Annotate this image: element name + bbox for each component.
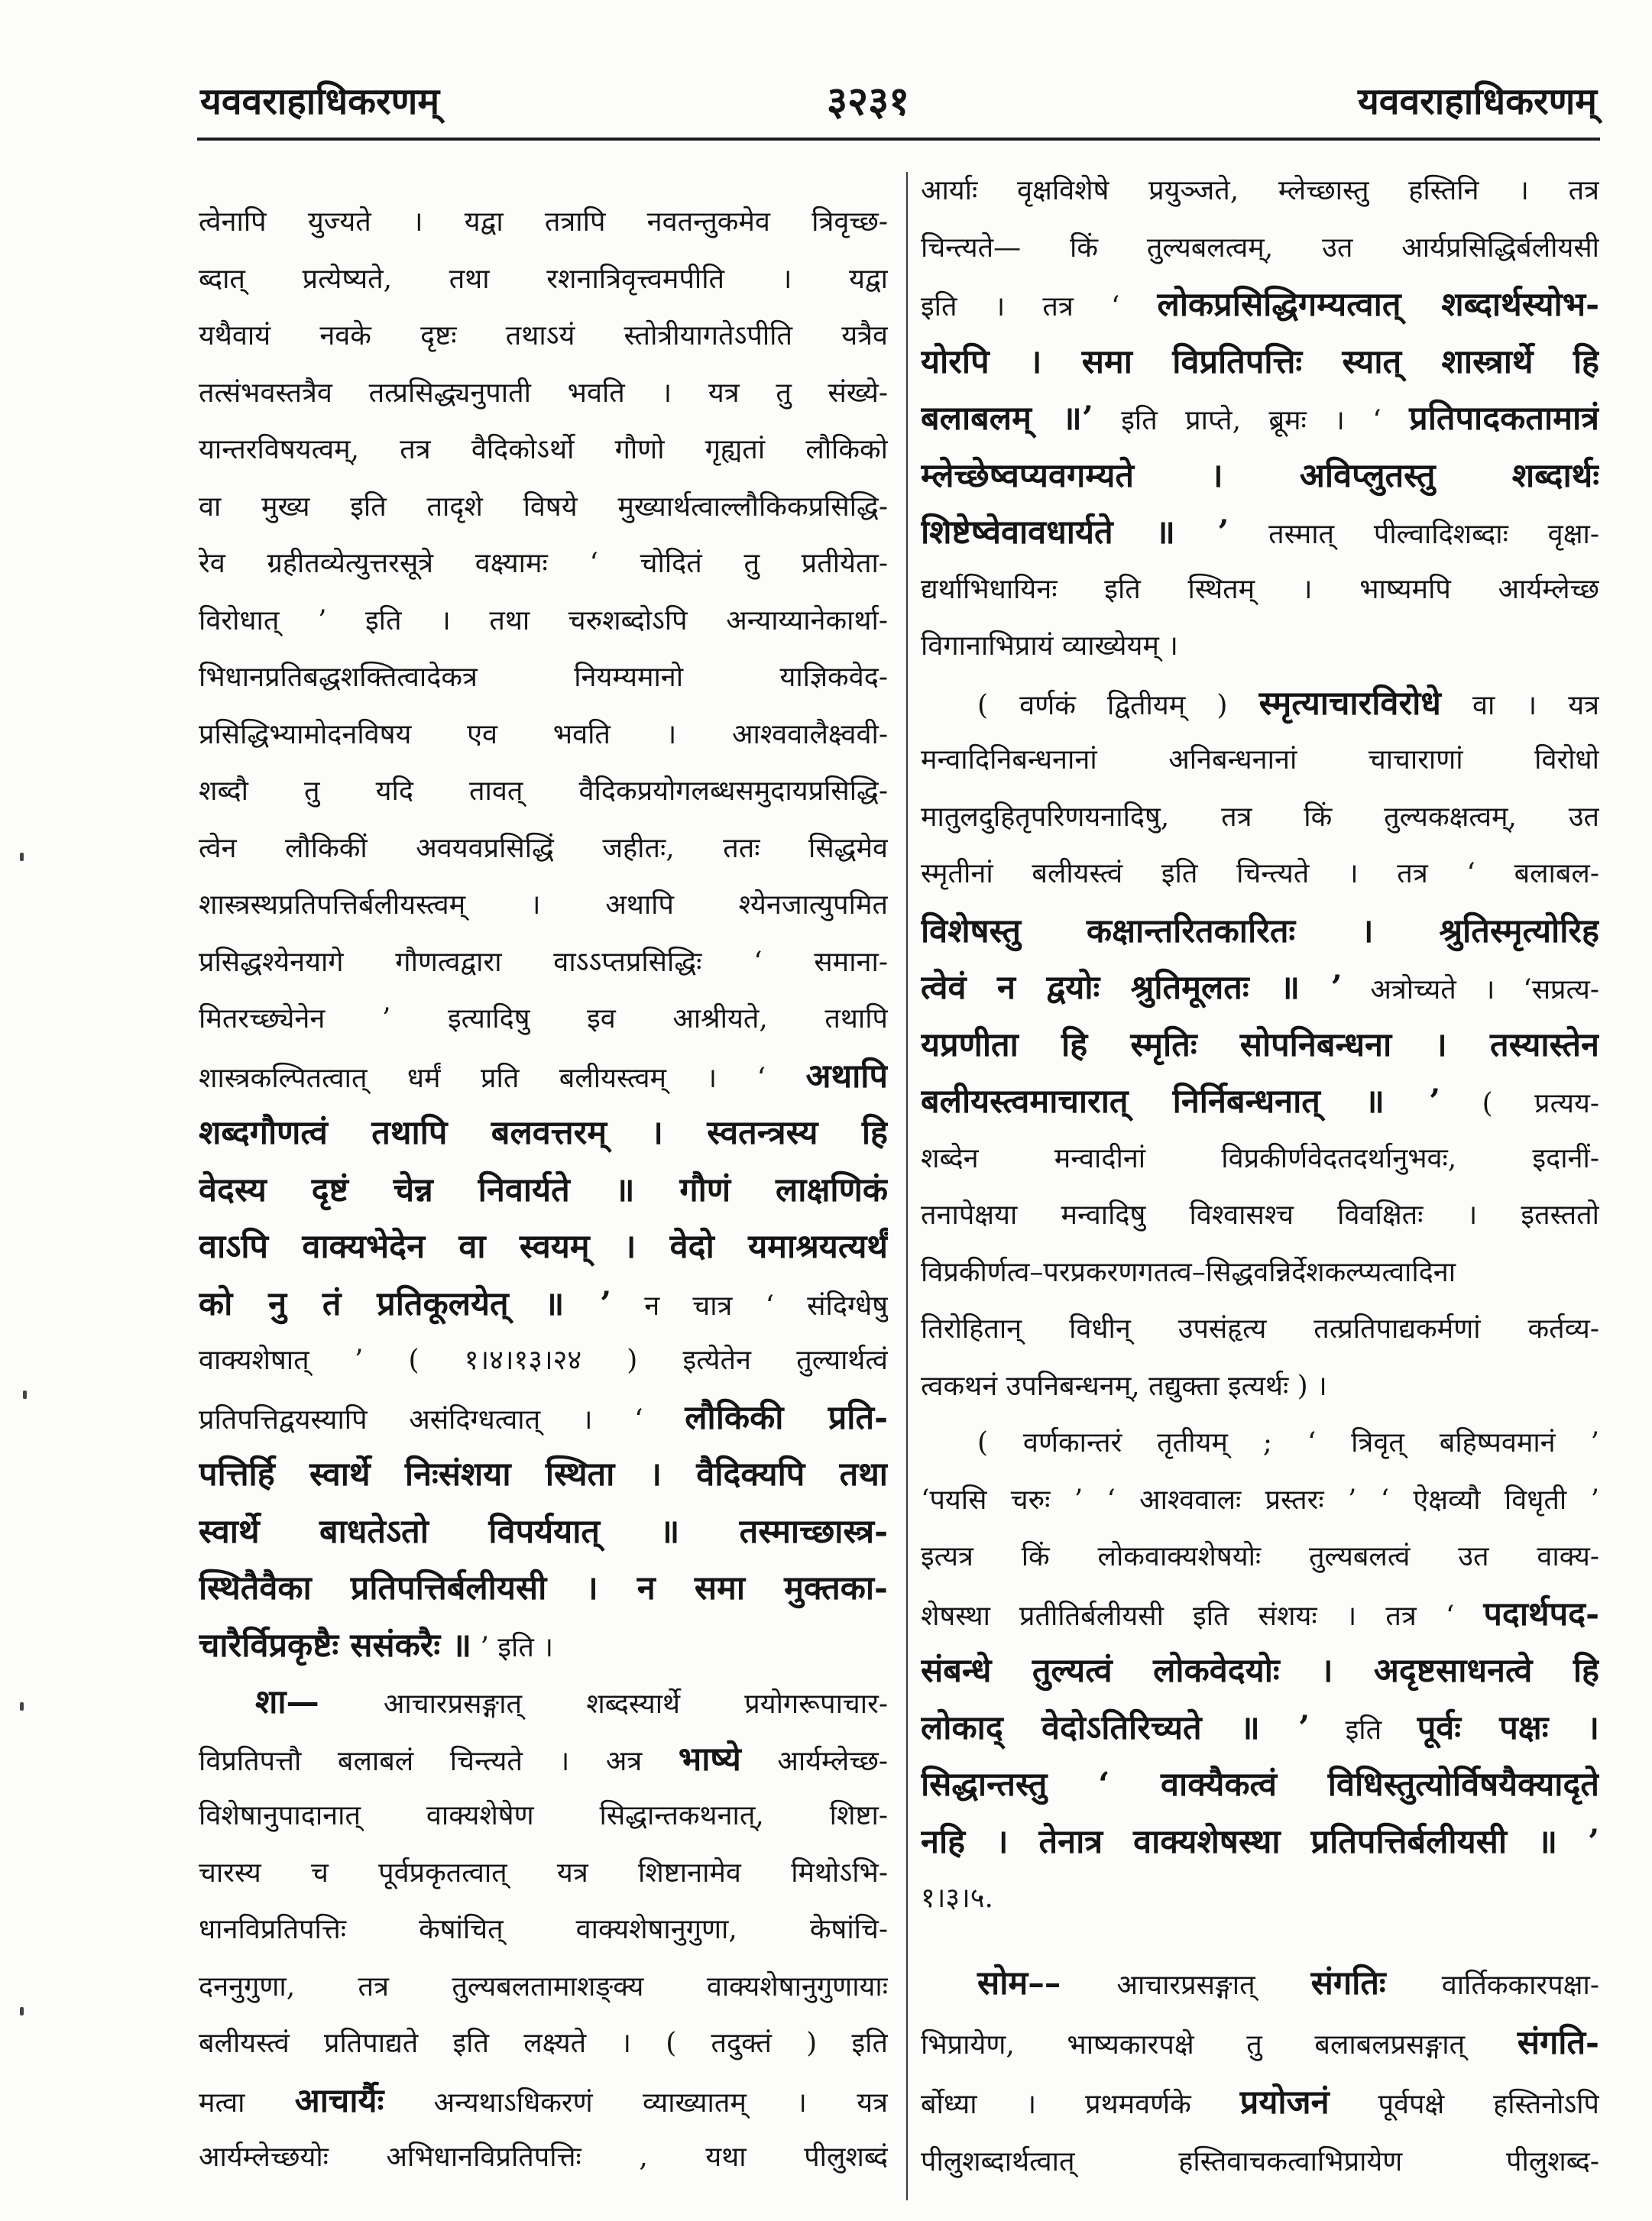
emphasized-text: नहि । तेनात्र वाक्यशेषस्था प्रतिपत्तिर्बलीयसी ॥ ’ bbox=[921, 1821, 1599, 1861]
text-line bbox=[921, 1472, 1599, 1530]
text-line bbox=[199, 1560, 888, 1617]
text-run: तत्संभवस्तत्रैव तत्प्रसिद्ध्यनुपाती भवति । यत्र तु संख्ये- bbox=[199, 377, 888, 409]
text-run: धानविप्रतिपत्तिः केषांचित् वाक्यशेषानुगुणा, केषांचि- bbox=[199, 1914, 888, 1945]
text-line bbox=[921, 1643, 1599, 1700]
paragraph bbox=[921, 675, 1599, 1416]
paragraph bbox=[199, 1674, 888, 2187]
text-run: विरोधात् ’ इति । तथा चरुशब्दोऽपि अन्याय्यानेकार्था- bbox=[199, 604, 888, 636]
text-run: इति प्राप्ते, ब्रूमः । ‘ bbox=[1093, 405, 1410, 436]
text-run: यान्तरविषयत्वम्, तत्र वैदिकोऽर्थो गौणो गृह्यतां लौकिको bbox=[199, 434, 888, 465]
emphasized-text: को नु तं प्रतिकूलयेत् ॥ ’ bbox=[199, 1284, 612, 1323]
text-line bbox=[921, 1187, 1599, 1245]
text-line bbox=[199, 536, 888, 593]
text-line bbox=[199, 1162, 888, 1219]
text-line bbox=[199, 1959, 888, 2016]
text-run: ( प्रत्यय- bbox=[1440, 1088, 1599, 1119]
text-line bbox=[921, 448, 1599, 505]
text-run: विशेषानुपादानात् वाक्यशेषेण सिद्धान्तकथनात्, शिष्टा- bbox=[199, 1800, 888, 1831]
text-run: तनापेक्षया मन्वादिषु विश्वासश्च विवक्षितः । इतस्ततो bbox=[921, 1200, 1599, 1231]
text-run: चारस्य च पूर्वप्रकृतत्वात् यत्र शिष्टानामेव मिथोऽभि- bbox=[199, 1857, 888, 1889]
text-run: भिधानप्रतिबद्धशक्तित्वादेकत्र नियम्यमानो याज्ञिकवेद- bbox=[199, 662, 888, 693]
text-run: शास्त्रकल्पितत्वात् धर्मं प्रति बलीयस्त्वम् । ‘ bbox=[199, 1062, 806, 1094]
text-line bbox=[199, 991, 888, 1048]
text-line bbox=[921, 732, 1599, 789]
text-line bbox=[199, 593, 888, 650]
text-run: त्वकथनं उपनिबन्धनम्, तद्युक्ता इत्यर्थः ) । bbox=[921, 1370, 1327, 1402]
scan-speck bbox=[20, 1702, 24, 1711]
emphasized-text: सोम–– bbox=[977, 1963, 1061, 2002]
text-line bbox=[921, 960, 1599, 1017]
text-line bbox=[921, 1756, 1599, 1814]
text-run: शेषस्था प्रतीतिर्बलीयसी इति संशयः । तत्र ‘ bbox=[921, 1600, 1484, 1632]
emphasized-text: सिद्धान्तस्तु ‘ वाक्यैकत्वं विधिस्तुत्योर्विषयैक्यादृते bbox=[921, 1765, 1599, 1804]
text-line bbox=[921, 1131, 1599, 1188]
text-line bbox=[199, 1276, 888, 1333]
emphasized-text: म्लेच्छेष्वप्यवगम्यते । अविप्लुतस्तु शब्दार्थः bbox=[921, 455, 1599, 495]
emphasized-text: अथापि bbox=[805, 1056, 888, 1096]
text-run: वार्तिककारपक्षा- bbox=[1385, 1969, 1599, 2001]
text-line bbox=[921, 1870, 1599, 1928]
text-line bbox=[199, 1219, 888, 1276]
text-line bbox=[199, 1617, 888, 1675]
text-line bbox=[921, 1073, 1599, 1131]
text-line bbox=[921, 1529, 1599, 1586]
emphasized-text: संगतिः bbox=[1310, 1963, 1386, 2002]
text-run: मितरच्छ्येनेन ’ इत्यादिषु इव आश्रीयते, तथापि bbox=[199, 1003, 888, 1034]
emphasized-text: शिष्टेष्वेवावधार्यते ॥ ’ bbox=[921, 513, 1229, 552]
emphasized-text: वाऽपि वाक्यभेदेन वा स्वयम् । वेदो यमाश्रयत्यर्थं bbox=[199, 1227, 888, 1266]
paragraph bbox=[921, 1415, 1599, 1928]
emphasized-text: योरपि । समा विप्रतिपत्तिः स्यात् शास्त्रार्थे हि bbox=[921, 342, 1599, 381]
text-line bbox=[921, 1245, 1599, 1302]
text-line bbox=[921, 1301, 1599, 1358]
text-run: विप्रकीर्णत्व–परप्रकरणगतत्व–सिद्धवन्निर्देशकल्प्यत्वादिना bbox=[921, 1256, 1456, 1288]
text-run: आचारप्रसङ्गात् bbox=[1061, 1969, 1311, 2001]
text-run: यथैवायं नवके दृष्टः तथाऽयं स्तोत्रीयागतेऽपीति यत्रैव bbox=[199, 320, 888, 351]
text-line bbox=[921, 562, 1599, 619]
text-line bbox=[921, 675, 1599, 733]
text-line bbox=[199, 308, 888, 365]
text-run: मत्वा bbox=[199, 2087, 295, 2119]
text-line bbox=[921, 618, 1599, 675]
text-line bbox=[199, 1731, 888, 1789]
emphasized-text: लौकिकी प्रति- bbox=[685, 1397, 888, 1437]
page-number: ३२३१ bbox=[827, 78, 910, 125]
text-line bbox=[199, 2129, 888, 2187]
text-run: चिन्त्यते— किं तुल्यबलत्वम्, उत आर्यप्रसिद्धिर्बलीयसी bbox=[921, 231, 1599, 264]
emphasized-text: संबन्धे तुल्यत्वं लोकवेदयोः । अदृष्टसाधनत्वे हि bbox=[921, 1651, 1599, 1690]
text-run: तिरोहितान् विधीन् उपसंहृत्य तत्प्रतिपाद्यकर्मणां कर्तव्य- bbox=[921, 1313, 1599, 1345]
text-run: मातुलदुहितृपरिणयनादिषु, तत्र किं तुल्यकक्षत्वम्, उत bbox=[921, 801, 1599, 833]
text-run: द्यर्थाभिधायिनः इति स्थितम् । भाष्यमपि आर्यम्लेच्छ bbox=[921, 573, 1599, 605]
text-line bbox=[199, 1446, 888, 1504]
emphasized-text: त्वेवं न द्वयोः श्रुतिमूलतः ॥ ’ bbox=[921, 968, 1343, 1007]
emphasized-text: लोकाद् वेदोऽतिरिच्यते ॥ ’ bbox=[921, 1708, 1310, 1747]
emphasized-text: बलीयस्त्वमाचारात् निर्निबन्धनात् ॥ ’ bbox=[921, 1082, 1441, 1121]
text-run: वाक्यशेषात् ’ ( १।४।१३।२४ ) इत्येतेन तुल्यार्थत्वं bbox=[199, 1345, 888, 1376]
text-run: भिप्रायेण, भाष्यकारपक्षे तु बलाबलप्रसङ्गात् bbox=[921, 2028, 1518, 2061]
text-run: मन्वादिनिबन्धनानां अनिबन्धनानां चाचाराणां विरोधो bbox=[921, 744, 1599, 775]
text-line bbox=[921, 2073, 1599, 2132]
text-line bbox=[921, 846, 1599, 903]
text-line bbox=[199, 422, 888, 479]
text-line bbox=[199, 365, 888, 423]
text-run: शब्देन मन्वादीनां विप्रकीर्णवेदतदर्थानुभवः, इदानीं- bbox=[921, 1142, 1599, 1174]
text-run: न चात्र ‘ संदिग्धेषु bbox=[611, 1290, 888, 1322]
scan-speck bbox=[20, 2007, 24, 2015]
text-run: ’ इति । bbox=[471, 1631, 553, 1663]
emphasized-text: शब्दगौणत्वं तथापि बलवत्तरम् । स्वतन्त्रस्य हि bbox=[199, 1113, 888, 1152]
text-line bbox=[199, 1845, 888, 1902]
running-head-left: यववराहाधिकरणम् bbox=[200, 80, 440, 123]
text-run: वा मुख्य इति तादृशे विषये मुख्यार्थत्वाल्लौकिकप्रसिद्धि- bbox=[199, 490, 888, 523]
text-line bbox=[199, 877, 888, 934]
text-line bbox=[199, 1390, 888, 1447]
text-line bbox=[199, 707, 888, 764]
text-line bbox=[199, 1504, 888, 1561]
text-run: पीलुशब्दार्थत्वात् हस्तिवाचकत्वाभिप्रायेण पीलुशब्द- bbox=[921, 2145, 1599, 2177]
text-run: प्रसिद्धिभ्यामोदनविषय एव भवति । आश्ववालैक्ष्ववी- bbox=[199, 718, 888, 750]
paragraph bbox=[199, 194, 888, 1674]
text-line bbox=[921, 277, 1599, 334]
text-line bbox=[199, 479, 888, 536]
emphasized-text: पूर्वः पक्षः । bbox=[1417, 1708, 1599, 1747]
text-run: इति । तत्र ‘ bbox=[921, 291, 1158, 322]
paragraph bbox=[921, 163, 1599, 675]
text-run: स्मृतीनां बलीयस्त्वं इति चिन्त्यते । तत्र ‘ बलाबल- bbox=[921, 858, 1599, 889]
text-line bbox=[199, 2015, 888, 2073]
text-line bbox=[921, 220, 1599, 277]
emphasized-text: भाष्ये bbox=[678, 1739, 741, 1779]
text-run: ( वर्णकं द्वितीयम् ) bbox=[977, 689, 1259, 721]
text-line bbox=[199, 934, 888, 992]
text-line bbox=[199, 649, 888, 707]
text-line bbox=[199, 1902, 888, 1959]
emphasized-text: स्मृत्याचारविरोधे bbox=[1258, 683, 1441, 723]
text-run: आर्याः वृक्षविशेषे प्रयुञ्जते, म्लेच्छास्तु हस्तिनि । तत्र bbox=[921, 175, 1599, 206]
emphasized-text: पदार्थपद- bbox=[1483, 1594, 1599, 1633]
text-line bbox=[921, 504, 1599, 562]
text-run: १।३।५. bbox=[921, 1883, 993, 1914]
text-line bbox=[921, 390, 1599, 448]
text-line bbox=[199, 194, 888, 251]
emphasized-text: पत्तिर्हि स्वार्थे निःसंशया स्थिता । वैदिक्यपि तथा bbox=[199, 1455, 888, 1494]
header-rule bbox=[197, 138, 1600, 141]
text-run: अत्रोच्यते । ‘सप्रत्य- bbox=[1342, 974, 1599, 1005]
text-run: शब्दौ तु यदि तावत् वैदिकप्रयोगलब्धसमुदायप्रसिद्धि- bbox=[199, 775, 888, 807]
emphasized-text: स्थितैवैका प्रतिपत्तिर्बलीयसी । न समा मुक्तका- bbox=[199, 1569, 888, 1607]
emphasized-text: बलाबलम् ॥’ bbox=[921, 399, 1093, 438]
text-line bbox=[199, 1048, 888, 1106]
running-head-right: यववराहाधिकरणम् bbox=[1357, 80, 1597, 123]
text-run: तस्मात् पील्वादिशब्दाः वृक्षा- bbox=[1229, 519, 1599, 550]
column-divider bbox=[906, 172, 908, 2200]
paragraph bbox=[921, 1954, 1599, 2192]
text-line bbox=[921, 163, 1599, 220]
emphasized-text: चारैर्विप्रकृष्टैः ससंकरैः ॥ bbox=[199, 1625, 472, 1665]
left-column bbox=[199, 194, 888, 2187]
text-run: आर्यम्लेच्छयोः अभिधानविप्रतिपत्तिः , यथा पीलुशब्दं bbox=[199, 2142, 888, 2173]
text-line bbox=[921, 789, 1599, 847]
text-line bbox=[921, 2013, 1599, 2073]
text-run: रेव ग्रहीतव्येत्युत्तरसूत्रे वक्ष्यामः ‘ चोदितं तु प्रतीयेता- bbox=[199, 548, 888, 579]
text-run: पूर्वपक्षे हस्तिनोऽपि bbox=[1329, 2088, 1599, 2120]
text-line bbox=[199, 1788, 888, 1845]
text-run: त्वेन लौकिकीं अवयवप्रसिद्धिं जहीतः, ततः सिद्धमेव bbox=[199, 832, 888, 864]
emphasized-text: विशेषस्तु कक्षान्तरितकारितः । श्रुतिस्मृत्योरिह bbox=[921, 911, 1599, 950]
emphasized-text: प्रयोजनं bbox=[1239, 2082, 1330, 2122]
text-line bbox=[921, 334, 1599, 391]
emphasized-text: प्रतिपादकतामात्रं bbox=[1409, 399, 1599, 438]
emphasized-text: शा— bbox=[255, 1682, 319, 1721]
text-line bbox=[921, 1017, 1599, 1074]
text-run: विप्रतिपत्तौ बलाबलं चिन्त्यते । अत्र bbox=[199, 1745, 679, 1777]
text-line bbox=[921, 1954, 1599, 2013]
emphasized-text: लोकप्रसिद्धिगम्यत्वात् शब्दार्थस्योभ- bbox=[1157, 285, 1599, 324]
text-line bbox=[921, 1415, 1599, 1472]
text-run: दननुगुणा, तत्र तुल्यबलतामाशङ्क्य वाक्यशेषानुगुणायाः bbox=[199, 1970, 888, 2002]
text-line bbox=[921, 1814, 1599, 1871]
text-run: त्वेनापि युज्यते । यद्वा तत्रापि नवतन्तुकमेव त्रिवृच्छ- bbox=[199, 206, 888, 238]
emphasized-text: यप्रणीता हि स्मृतिः सोपनिबन्धना । तस्यास्तेन bbox=[921, 1025, 1599, 1064]
text-run: इत्यत्र किं लोकवाक्यशेषयोः तुल्यबलत्वं उत वाक्य- bbox=[921, 1541, 1599, 1572]
text-run: अन्यथाऽधिकरणं व्याख्यातम् । यत्र bbox=[384, 2087, 888, 2119]
text-run: वा । यत्र bbox=[1440, 689, 1599, 721]
text-run: प्रतिपत्तिद्वयस्यापि असंदिग्धत्वात् । ‘ bbox=[199, 1404, 685, 1436]
text-line bbox=[199, 1105, 888, 1162]
text-run: विगानाभिप्रायं व्याख्येयम् । bbox=[921, 630, 1178, 662]
text-run: आचारप्रसङ्गात् शब्दस्यार्थे प्रयोगरूपाचार- bbox=[319, 1688, 888, 1720]
text-line bbox=[199, 251, 888, 309]
text-line bbox=[921, 1700, 1599, 1757]
text-line bbox=[199, 821, 888, 878]
text-line bbox=[199, 1332, 888, 1390]
text-run: आर्यम्लेच्छ- bbox=[740, 1745, 888, 1777]
text-line bbox=[199, 2073, 888, 2130]
text-run: शास्त्रस्थप्रतिपत्तिर्बलीयस्त्वम् । अथापि श्येनजात्युपमित bbox=[199, 889, 888, 921]
text-line bbox=[199, 1674, 888, 1731]
text-run: ब्दात् प्रत्येष्यते, तथा रशनात्रिवृत्त्वमपीति । यद्वा bbox=[199, 263, 888, 295]
text-run: र्बोध्या । प्रथमवर्णके bbox=[921, 2088, 1240, 2120]
text-line bbox=[921, 2132, 1599, 2192]
text-line bbox=[921, 1358, 1599, 1416]
text-line bbox=[921, 903, 1599, 960]
right-column bbox=[921, 163, 1599, 2192]
text-run: ( वर्णकान्तरं तृतीयम् ; ‘ त्रिवृत् बहिष्पवमानं ’ bbox=[977, 1427, 1599, 1459]
emphasized-text: आचार्यैः bbox=[294, 2080, 384, 2120]
text-run: बलीयस्त्वं प्रतिपाद्यते इति लक्ष्यते । ( तदुक्तं ) इति bbox=[199, 2028, 888, 2059]
text-line bbox=[921, 1586, 1599, 1643]
emphasized-text: वेदस्य दृष्टं चेन्न निवार्यते ॥ गौणं लाक्षणिकं bbox=[199, 1170, 888, 1209]
scan-speck bbox=[23, 1391, 27, 1399]
text-run: प्रसिद्धश्येनयागे गौणत्वद्वारा वाऽऽप्तप्रसिद्धिः ‘ समाना- bbox=[199, 946, 888, 978]
text-line bbox=[199, 763, 888, 821]
text-run: इति bbox=[1309, 1714, 1417, 1746]
emphasized-text: संगति- bbox=[1517, 2022, 1599, 2062]
emphasized-text: स्वार्थे बाधतेऽतो विपर्ययात् ॥ तस्माच्छास्त्र- bbox=[199, 1511, 888, 1551]
scan-speck bbox=[20, 853, 24, 861]
text-run: ‘पयसि चरुः ’ ‘ आश्ववालः प्रस्तरः ’ ‘ ऐक्षव्यौ विधृती ’ bbox=[921, 1484, 1599, 1516]
